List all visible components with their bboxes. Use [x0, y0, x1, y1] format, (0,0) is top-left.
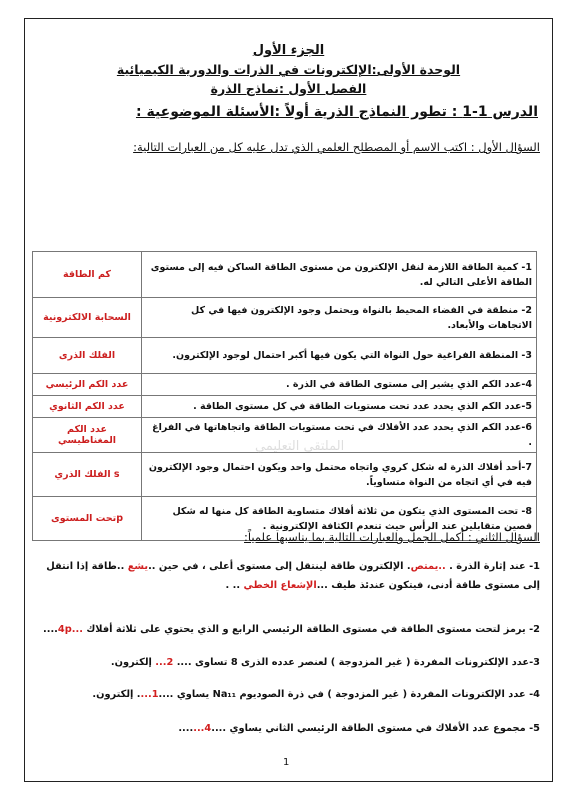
fill-text: 3-عدد الإلكترونات المفردة ( غير المزدوجة ) لعنصر عدده الذرى 8 تساوى .... — [173, 657, 540, 668]
fill-answer: 1... — [140, 689, 159, 700]
fill-item — [35, 719, 540, 738]
term-answer: عدد الكم الثانوي — [33, 396, 142, 418]
term-definition: 2- منطقة في الفضاء المحيط بالنواة ويحتمل وجود الإلكترون فيها في كل الاتجاهات والأبعاد. — [142, 298, 537, 338]
table-row — [33, 374, 537, 396]
fill-text: .. . — [225, 580, 244, 591]
table-row — [33, 252, 537, 298]
term-definition: 8- تحت المستوى الذي يتكون من ثلاثة أفلاك متساوية الطاقة كل منها له شكل فصين متقابلين عند الرأس حيث تنعدم الكثافة الإلكترونية . — [142, 497, 537, 541]
table-row — [33, 338, 537, 374]
question1-title: السؤال الأول : اكتب الاسم أو المصطلح العلمي الذي تدل عليه كل من العبارات التالية: — [133, 140, 540, 154]
term-answer: تحت المستوىp — [33, 497, 142, 541]
fill-answer: ..يمتص — [410, 561, 446, 572]
table-row — [33, 453, 537, 497]
fill-answer: الإشعاع الخطي — [243, 580, 317, 591]
fill-item — [35, 685, 540, 704]
fill-text: . إلكترون. — [92, 689, 141, 700]
term-definition: 3- المنطقة الفراغية حول النواة التي يكون فيها أكبر احتمال لوجود الإلكترون. — [142, 338, 537, 374]
term-definition: 5-عدد الكم الذي يحدد عدد تحت مستويات الطاقة في كل مستوى الطاقة . — [142, 396, 537, 418]
fill-text: 1- عند إثارة الذرة . — [445, 561, 540, 572]
term-definition: 1- كمية الطاقة اللازمة لنقل الإلكترون من مستوى الطاقة الساكن فيه إلى مستوى الطاقة الأعلى التالي له. — [142, 252, 537, 298]
fill-answer: يشع — [127, 561, 149, 572]
watermark: الملتقى التعليمي — [255, 439, 345, 454]
fill-text: .... — [43, 624, 58, 635]
table-row — [33, 298, 537, 338]
lesson-title: الدرس 1-1 : تطور النماذج الذرية أولاً :الأسئلة الموضوعية : — [135, 104, 538, 120]
document-header — [25, 41, 552, 98]
part-title: الجزء الأول — [252, 43, 325, 58]
fill-text: . الإلكترون طاقة لينتقل إلى مستوى أعلى ، في حين .. — [148, 561, 411, 572]
fill-item — [35, 557, 540, 595]
term-answer: الفلك الذري s — [33, 453, 142, 497]
term-answer: كم الطاقة — [33, 252, 142, 298]
term-definition: 7-أحد أفلاك الذرة له شكل كروي واتجاه محتمل واحد ويكون احتمال وجود الإلكترون فيه في أي اتجاه من النواة متساوياً. — [142, 453, 537, 497]
page-number: 1 — [283, 757, 290, 768]
fill-answer: 4... — [193, 723, 212, 734]
terms-table — [32, 251, 537, 541]
term-answer: عدد الكم الرئيسي — [33, 374, 142, 396]
fill-item — [35, 653, 540, 672]
fill-answer: ...4p — [57, 624, 83, 635]
term-definition: 4-عدد الكم الذي يشير إلى مستوى الطاقة في الذرة . — [142, 374, 537, 396]
term-answer: عدد الكم المغناطيسي — [33, 418, 142, 453]
fill-text: 5- مجموع عدد الأفلاك في مستوى الطاقة الرئيسي الثاني يساوي .... — [211, 723, 540, 734]
fill-text: .... — [178, 723, 194, 734]
term-answer: السحابة الالكترونية — [33, 298, 142, 338]
fill-text: 4- عدد الإلكترونات المفردة ( غير المزدوجة ) في ذرة الصوديوم Na₁₁ يساوي .... — [158, 689, 540, 700]
fill-text: ..طاقة إذا انتقل إلى مستوى طاقة أدنى، فيتكون عندئذ طيف ... — [46, 561, 540, 591]
fill-answer: 2... — [155, 657, 174, 668]
question2-title: السؤال الثاني : أكمل الجمل والعبارات التالية بما يناسبها علمياً: — [244, 530, 540, 544]
worksheet-page — [24, 18, 553, 782]
unit-title: الوحدة الأولى:الإلكترونات في الذرات والدورية الكيميائية — [116, 62, 461, 77]
fill-text: 2- يرمز لتحت مستوى الطاقة في مستوى الطاقة الرئيسي الرابع و الذي يحتوي على ثلاثة أفلاك — [82, 624, 540, 635]
fill-text: إلكترون. — [110, 657, 156, 668]
term-definition: 6-عدد الكم الذي يحدد عدد الأفلاك في تحت مستويات الطاقة واتجاهاتها في الفراغ . — [142, 418, 537, 453]
term-answer: الفلك الذرى — [33, 338, 142, 374]
chapter-title: الفصل الأول :نماذج الذرة — [210, 81, 367, 96]
table-row — [33, 396, 537, 418]
fill-item — [35, 620, 540, 639]
